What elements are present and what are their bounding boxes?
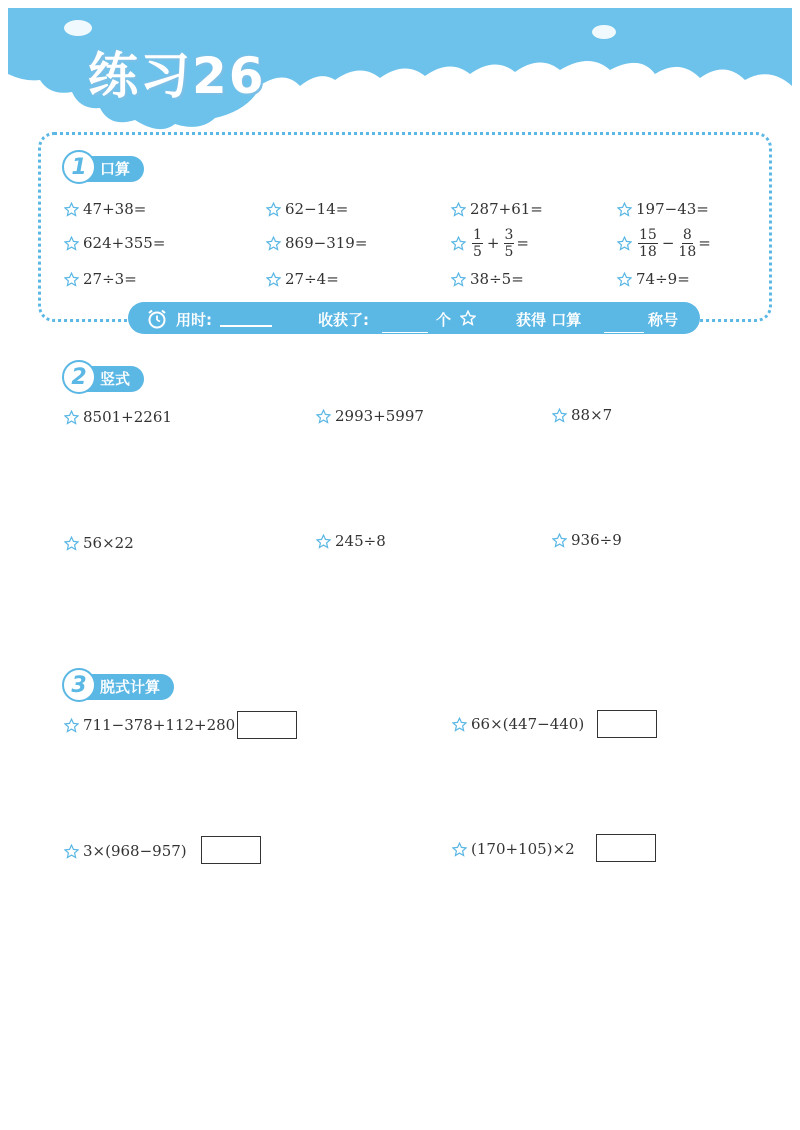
section3-number: 3 xyxy=(62,668,96,702)
star-icon xyxy=(266,272,281,287)
fraction xyxy=(638,227,658,260)
star-icon xyxy=(452,842,467,857)
vertical-item-text: 56×22 xyxy=(83,534,134,552)
answer-box[interactable] xyxy=(237,711,297,739)
denominator: 18 xyxy=(678,243,697,260)
oral-item xyxy=(64,232,165,254)
vertical-item xyxy=(64,406,172,428)
section1-label: 口算 xyxy=(100,160,131,178)
section3-tag xyxy=(66,674,174,700)
numerator: 15 xyxy=(639,226,657,243)
answer-box[interactable] xyxy=(201,836,261,864)
time-blank[interactable] xyxy=(220,309,272,326)
section2-tag xyxy=(66,366,144,392)
status-bar xyxy=(128,302,700,334)
section2-label: 竖式 xyxy=(100,370,131,388)
vertical-item xyxy=(552,404,612,426)
vertical-item xyxy=(552,529,622,551)
stepwise-item xyxy=(64,714,235,736)
star-icon xyxy=(64,536,79,551)
star-icon xyxy=(617,236,632,251)
denominator: 5 xyxy=(473,243,482,260)
vertical-item xyxy=(316,405,424,427)
oral-fraction-item xyxy=(617,224,711,262)
earn-label: 获得 口算 xyxy=(516,311,582,329)
oral-item xyxy=(266,232,367,254)
section1-number: 1 xyxy=(62,150,96,184)
star-icon xyxy=(64,272,79,287)
star-icon xyxy=(316,409,331,424)
vertical-item-text: 936÷9 xyxy=(571,531,622,549)
star-icon xyxy=(64,718,79,733)
oral-item xyxy=(617,268,690,290)
operator: + xyxy=(486,234,500,252)
oral-item xyxy=(64,198,146,220)
oral-item xyxy=(617,198,709,220)
vertical-item-text: 2993+5997 xyxy=(335,407,424,425)
vertical-item-text: 245÷8 xyxy=(335,532,386,550)
numerator: 3 xyxy=(504,226,514,243)
star-icon xyxy=(451,236,466,251)
oral-item-text: 197−43= xyxy=(636,200,709,218)
stepwise-item-text: 3×(968−957) xyxy=(83,842,187,860)
vertical-item xyxy=(64,532,134,554)
oral-item-text: 47+38= xyxy=(83,200,147,218)
oral-item xyxy=(266,198,348,220)
stepwise-item xyxy=(64,840,187,862)
star-icon xyxy=(452,717,467,732)
star-icon xyxy=(266,202,281,217)
numerator: 1 xyxy=(473,226,482,243)
answer-box[interactable] xyxy=(596,834,656,862)
oral-item xyxy=(266,268,339,290)
oral-item-text: 74÷9= xyxy=(636,270,690,288)
count-unit: 个 xyxy=(436,311,452,329)
star-icon xyxy=(64,844,79,859)
star-icon xyxy=(64,202,79,217)
stepwise-item-text: 66×(447−440) xyxy=(471,715,585,733)
star-icon xyxy=(617,202,632,217)
equals-sign: = xyxy=(698,234,711,252)
fraction xyxy=(504,227,515,260)
harvest-label: 收获了: xyxy=(318,311,369,329)
vertical-item-text: 88×7 xyxy=(571,406,613,424)
star-icon xyxy=(460,310,476,326)
oral-item xyxy=(64,268,137,290)
star-icon xyxy=(266,236,281,251)
operator: − xyxy=(661,234,675,252)
star-icon xyxy=(617,272,632,287)
star-icon xyxy=(552,408,567,423)
oral-item-text: 869−319= xyxy=(285,234,368,252)
stepwise-item-text: (170+105)×2 xyxy=(471,840,575,858)
time-label: 用时: xyxy=(176,311,212,329)
fraction xyxy=(472,227,483,260)
denominator: 18 xyxy=(639,243,657,260)
answer-box[interactable] xyxy=(597,710,657,738)
denominator: 5 xyxy=(504,243,514,260)
star-icon xyxy=(451,272,466,287)
oral-item-text: 27÷4= xyxy=(285,270,339,288)
oral-item-text: 38÷5= xyxy=(470,270,524,288)
section2-number: 2 xyxy=(62,360,96,394)
fraction xyxy=(678,227,696,260)
alarm-clock-icon xyxy=(146,308,168,330)
numerator: 8 xyxy=(682,226,692,243)
oral-item xyxy=(451,198,543,220)
section3-label: 脱式计算 xyxy=(100,678,161,696)
section1-tag xyxy=(66,156,144,182)
stepwise-item xyxy=(452,713,584,735)
stepwise-item xyxy=(452,838,575,860)
equals-sign: = xyxy=(516,234,529,252)
page-title: 练习26 xyxy=(88,47,266,105)
star-icon xyxy=(64,236,79,251)
stepwise-item-text: 711−378+112+280 xyxy=(83,716,236,734)
star-icon xyxy=(552,533,567,548)
vertical-item xyxy=(316,530,386,552)
star-icon xyxy=(451,202,466,217)
oral-item-text: 27÷3= xyxy=(83,270,137,288)
oral-item-text: 624+355= xyxy=(83,234,166,252)
oral-item-text: 287+61= xyxy=(470,200,543,218)
oral-item-text: 62−14= xyxy=(285,200,349,218)
oral-item xyxy=(451,268,524,290)
oral-fraction-item xyxy=(451,224,529,262)
title-label: 称号 xyxy=(648,311,679,329)
star-icon xyxy=(316,534,331,549)
star-icon xyxy=(64,410,79,425)
vertical-item-text: 8501+2261 xyxy=(83,408,172,426)
